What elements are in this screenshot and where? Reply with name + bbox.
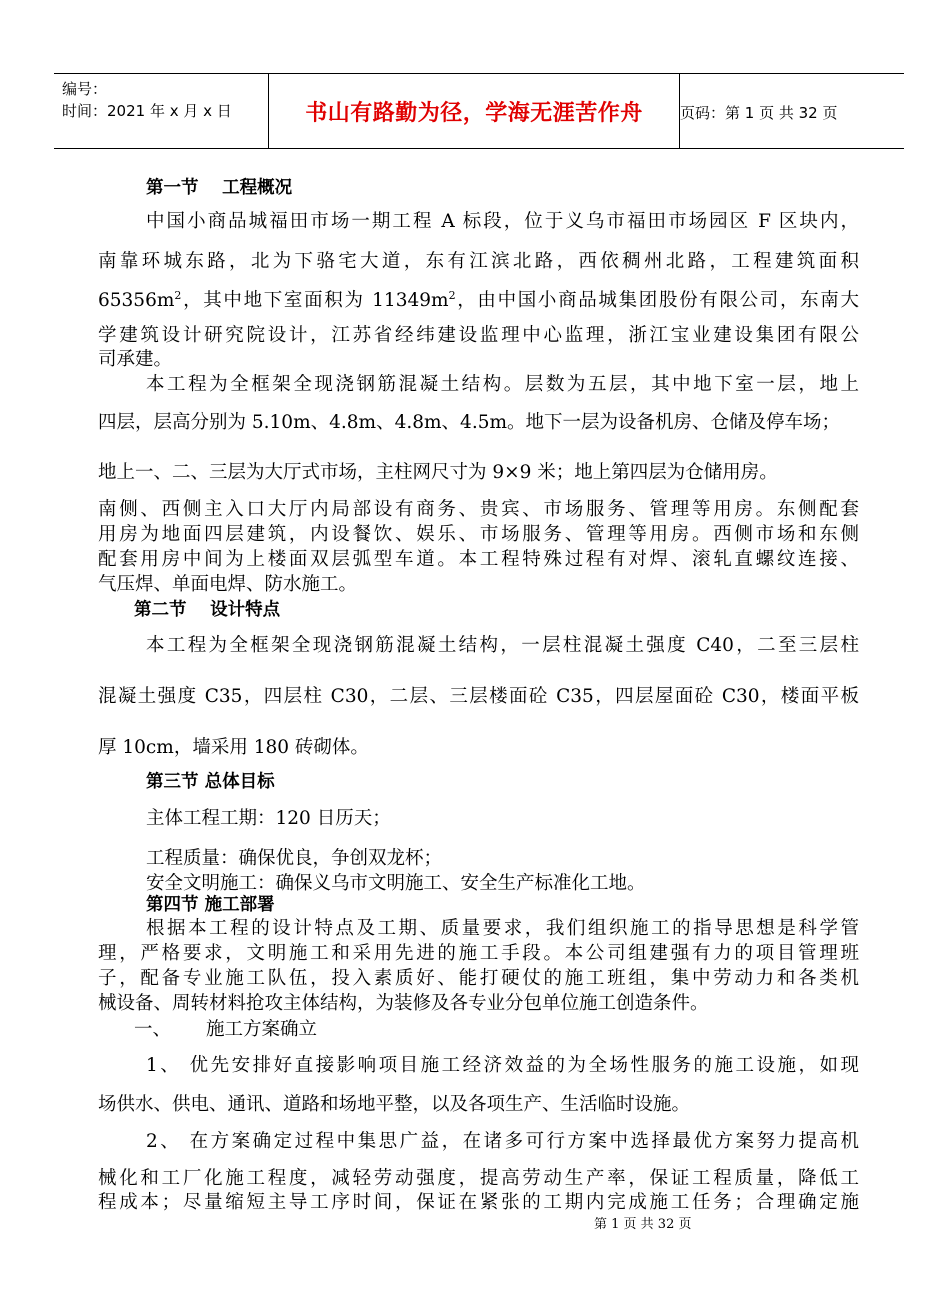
paragraph-line: 械化和工厂化施工程度，减轻劳动强度，提高劳动生产率，保证工程质量，降低工 (98, 1168, 859, 1189)
page-footer: 第 1 页 共 32 页 (594, 1217, 692, 1232)
paragraph-line: 司承建。 (98, 349, 173, 370)
paragraph-line: 2、 在方案确定过程中集思广益，在诸多可行方案中选择最优方案努力提高机 (146, 1131, 859, 1152)
paragraph-line: 用房为地面四层建筑，内设餐饮、娱乐、市场服务、管理等用房。西侧市场和东侧 (98, 524, 859, 545)
paragraph-line: 南侧、西侧主入口大厅内局部设有商务、贵宾、市场服务、管理等用房。东侧配套 (98, 499, 859, 520)
paragraph-line: 程成本；尽量缩短主导工序时间，保证在紧张的工期内完成施工任务；合理确定施 (98, 1192, 859, 1213)
paragraph-line: 混凝土强度 C35，四层柱 C30，二层、三层楼面砼 C35，四层屋面砼 C30，楼面平板 (98, 686, 859, 707)
paragraph-line: 本工程为全框架全现浇钢筋混凝土结构。层数为五层，其中地下室一层，地上 (146, 374, 859, 395)
paragraph-line: 械设备、周转材料抢攻主体结构，为装修及各专业分包单位施工创造条件。 (98, 993, 709, 1014)
header-motto: 书山有路勤为径，学海无涯苦作舟 (305, 100, 643, 126)
section-title: 第二节 设计特点 (134, 600, 281, 620)
paragraph-line: 主体工程工期：120 日历天； (146, 808, 391, 829)
paragraph-line: 安全文明施工：确保义乌市文明施工、安全生产标准化工地。 (146, 873, 646, 894)
paragraph-line: 中国小商品城福田市场一期工程 A 标段，位于义乌市福田市场园区 F 区块内， (146, 211, 859, 232)
paragraph-line: 四层，层高分别为 5.10m、4.8m、4.8m、4.5m。地下一层为设备机房、仓储及停车场； (98, 412, 841, 433)
header-page-number: 页码：第 1 页 共 32 页 (680, 104, 838, 122)
section-title: 第一节 工程概况 (146, 178, 293, 198)
page-header (54, 73, 904, 149)
document-number-label: 编号： (62, 80, 108, 98)
paragraph-line: 理，严格要求，文明施工和采用先进的施工手段。本公司组建强有力的项目管理班 (98, 943, 859, 964)
section-title: 第四节 施工部署 (146, 895, 275, 915)
paragraph-line: 场供水、供电、通讯、道路和场地平整，以及各项生产、生活临时设施。 (98, 1094, 691, 1115)
paragraph-line: 配套用房中间为上楼面双层弧型车道。本工程特殊过程有对焊、滚轧直螺纹连接、 (98, 549, 859, 570)
subsection-title: 施工方案确立 (206, 1019, 318, 1040)
document-time-label: 时间：2021 年 x 月 x 日 (62, 102, 232, 120)
paragraph-line: 地上一、二、三层为大厅式市场，主柱网尺寸为 9×9 米；地上第四层为仓储用房。 (98, 462, 778, 483)
paragraph-line: 工程质量：确保优良，争创双龙杯； (146, 848, 443, 869)
paragraph-line: 根据本工程的设计特点及工期、质量要求，我们组织施工的指导思想是科学管 (146, 918, 859, 939)
paragraph-line: 1、 优先安排好直接影响项目施工经济效益的为全场性服务的施工设施，如现 (146, 1055, 859, 1076)
header-meta (62, 78, 232, 122)
paragraph-line: 学建筑设计研究院设计，江苏省经纬建设监理中心监理，浙江宝业建设集团有限公 (98, 325, 859, 346)
subsection-number: 一、 (134, 1019, 172, 1040)
paragraph-line: 南靠环城东路，北为下骆宅大道，东有江滨北路，西依稠州北路，工程建筑面积 (98, 251, 859, 272)
paragraph-line: 本工程为全框架全现浇钢筋混凝土结构，一层柱混凝土强度 C40，二至三层柱 (146, 635, 859, 656)
paragraph-line: $65356m^2$，其中地下室面积为 $11349m^2$，由中国小商品城集团股份有限公司，东南大 (98, 288, 859, 311)
header-divider (268, 74, 269, 148)
paragraph-line: 子，配备专业施工队伍，投入素质好、能打硬仗的施工班组，集中劳动力和各类机 (98, 968, 859, 989)
section-title: 第三节 总体目标 (146, 772, 275, 792)
paragraph-line: 气压焊、单面电焊、防水施工。 (98, 574, 358, 595)
paragraph-line: 厚 10cm，墙采用 180 砖砌体。 (98, 737, 369, 758)
